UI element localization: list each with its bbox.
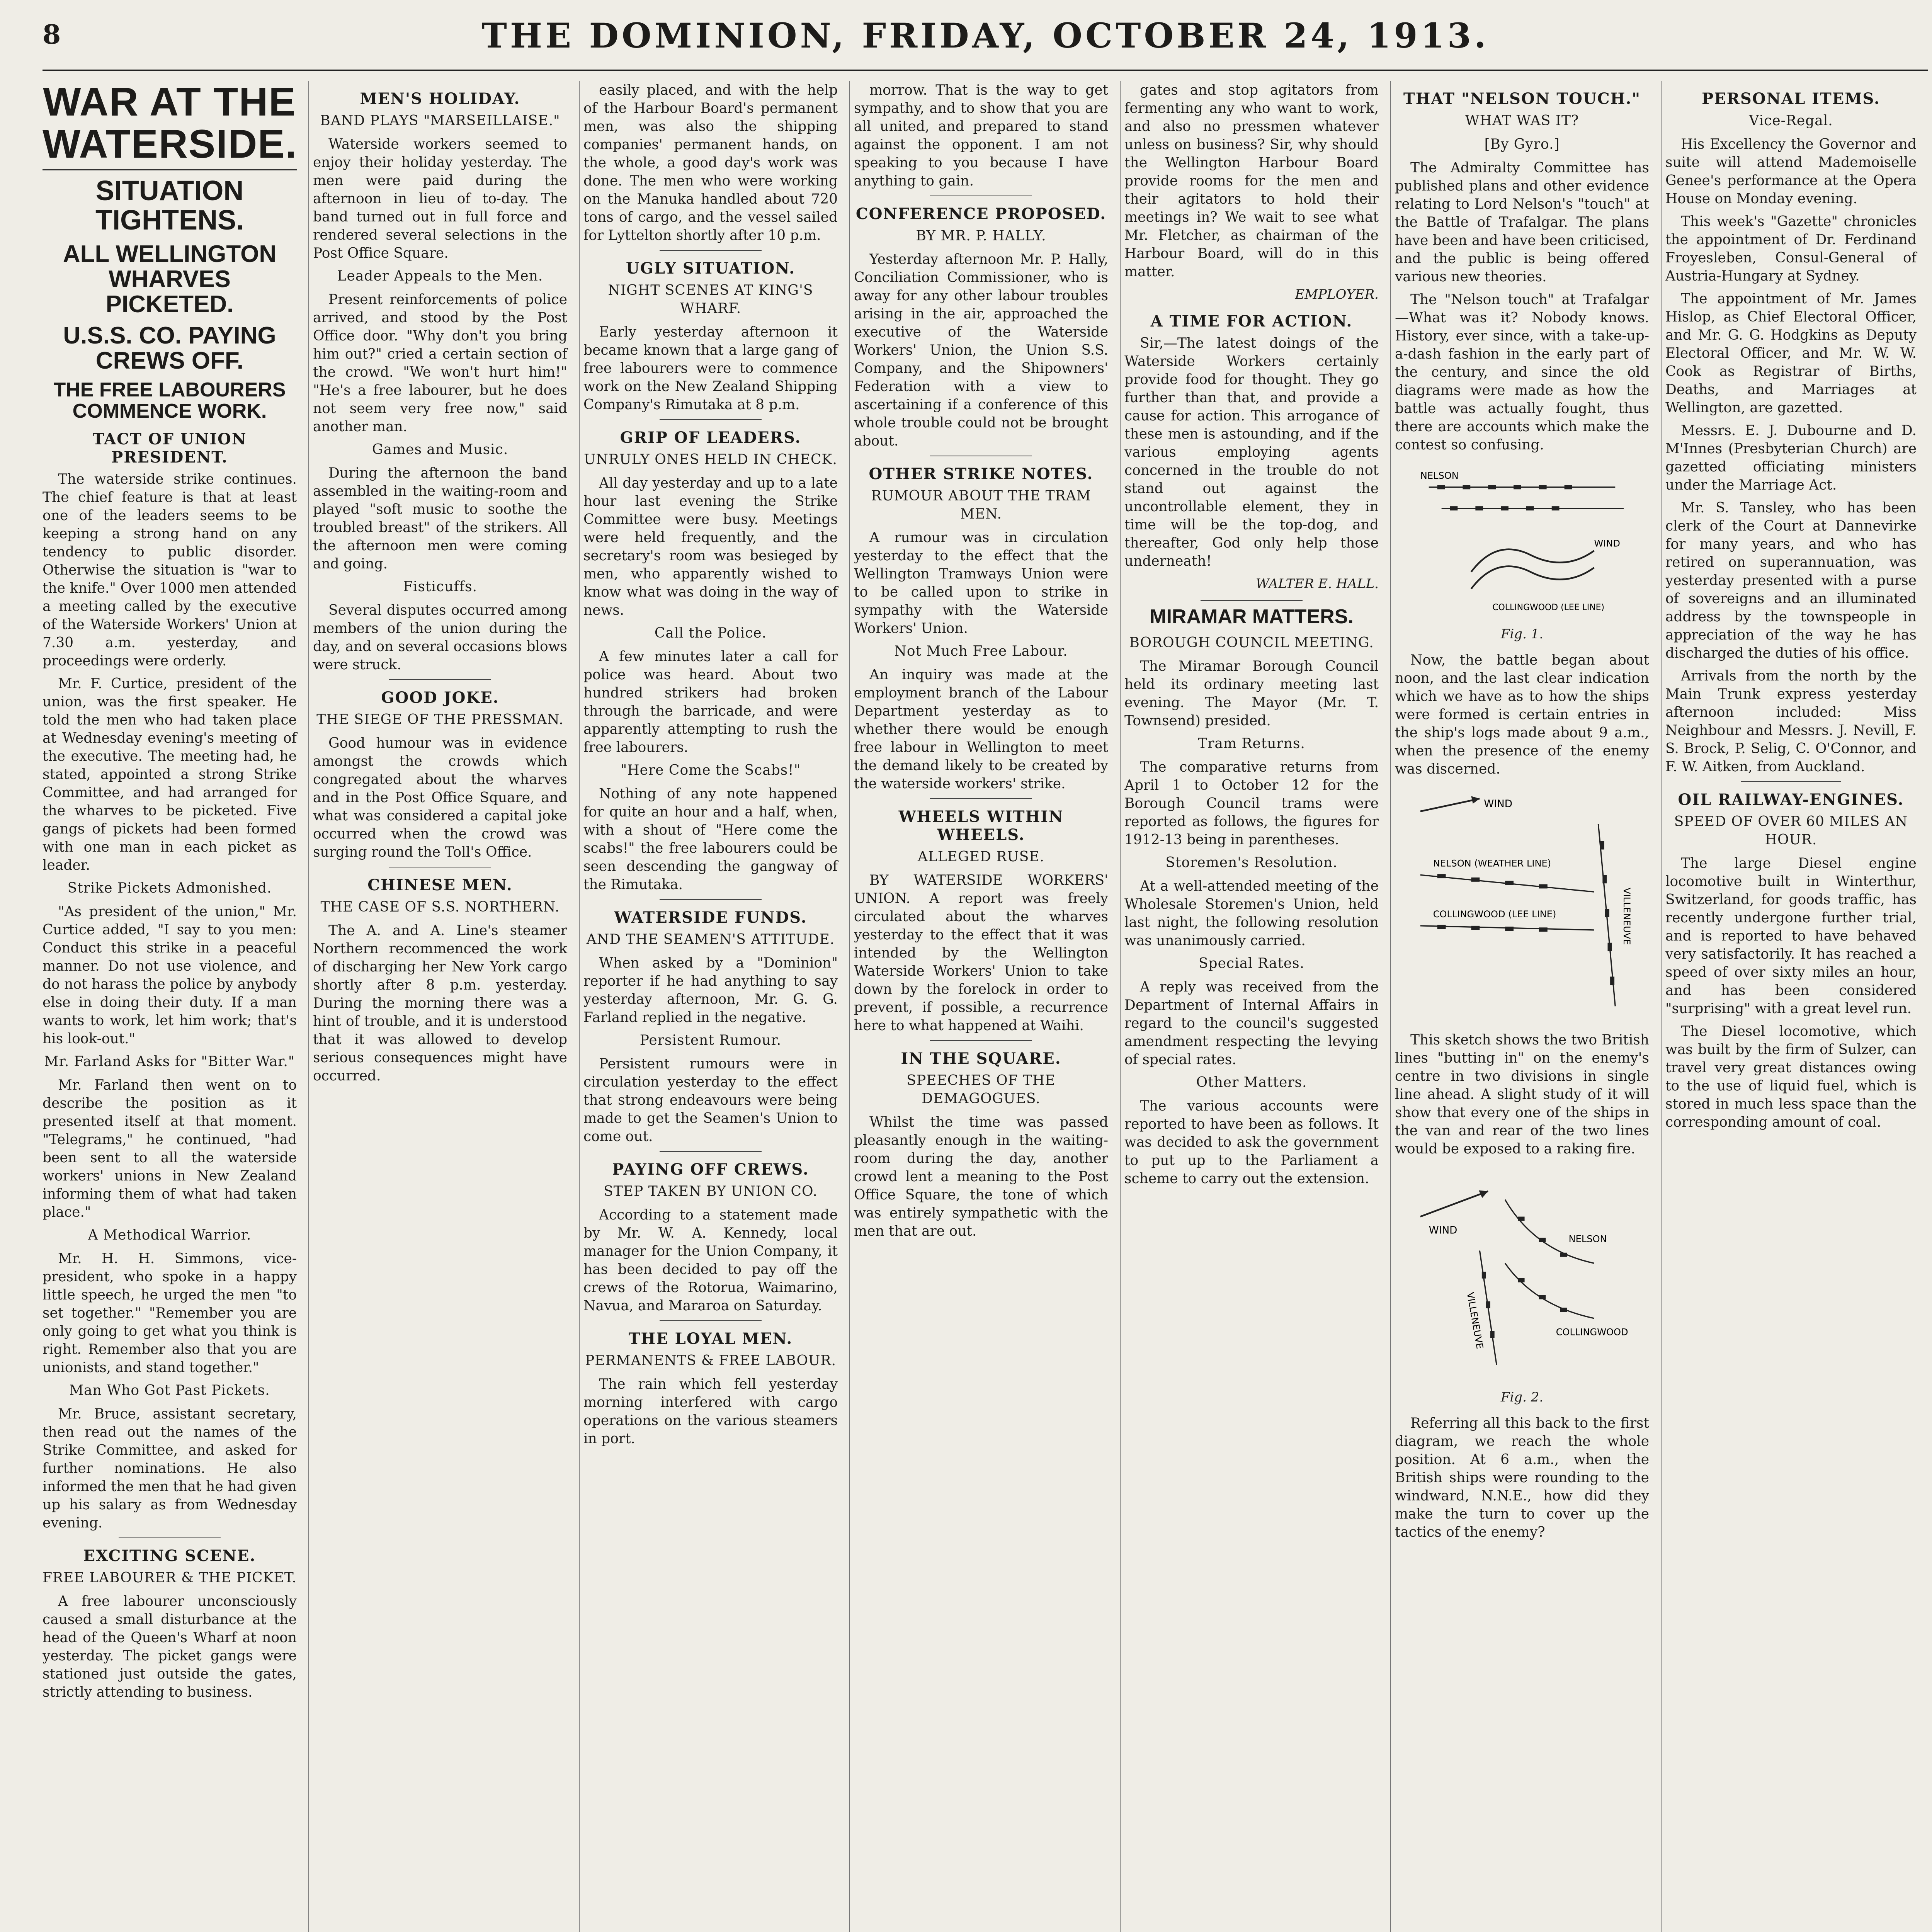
column-4	[854, 81, 1121, 1932]
subheading: Persistent Rumour.	[639, 1032, 782, 1048]
column-5	[1124, 81, 1391, 1932]
article-headline: THE LOYAL MEN.	[628, 1330, 793, 1348]
headline-deck-3: U.S.S. CO. PAYING CREWS OFF.	[63, 322, 276, 374]
article-subheadline: AND THE SEAMEN'S ATTITUDE.	[586, 932, 835, 947]
letter-signature: EMPLOYER.	[1295, 287, 1379, 302]
article-paragraph: Several disputes occurred among members of the union during the day, and on several occasions blows were struck.	[313, 602, 567, 673]
article-headline: A TIME FOR ACTION.	[1150, 312, 1353, 330]
article-paragraph: morrow. That is the way to get sympathy, and to show that you are all united, and prepared to stand against the opponent. I am not speaking to you because I have anything to gain.	[854, 82, 1108, 189]
divider	[660, 1151, 761, 1152]
headline-deck-1: SITUATION TIGHTENS.	[95, 175, 244, 236]
article-paragraph: Mr. H. H. Simmons, vice-president, who spoke in a happy little speech, he urged the men "to set together." "Remember you are only going to get what you think is right. Remember also that you are unionists, and stand together."	[43, 1251, 297, 1376]
article-paragraph: Whilst the time was passed pleasantly enough in the waiting-room during the day, another crowd lent a meaning to the Post Office Square, the tone of which was entirely sympathetic with the men that are out.	[854, 1114, 1108, 1239]
article-paragraph: Mr. Bruce, assistant secretary, then read out the names of the Strike Committee, and asked for further nominations. He also informed the men that he had given up his salary as from Wednesday evening.	[43, 1406, 297, 1531]
column-7	[1665, 81, 1928, 1932]
article-paragraph: Present reinforcements of police arrived, and stood by the Post Office door. "Why don't you bring him out?" cried a certain section of the crowd. "We won't hurt him!" "He's a free labourer, but he does not seem very free now," said another man.	[313, 292, 567, 435]
article-headline: PAYING OFF CREWS.	[612, 1160, 809, 1179]
diagram-label: COLLINGWOOD	[1556, 1327, 1628, 1338]
column-3	[583, 81, 850, 1932]
article-subheadline: ALLEGED RUSE.	[917, 849, 1045, 865]
article-paragraph: This sketch shows the two British lines "butting in" on the enemy's centre in two divisions in single line ahead. A slight study of it will show that every one of the ships in the van and rear of the two lines would be exposed to a raking fire.	[1395, 1032, 1649, 1157]
article-paragraph: The various accounts were reported to have been as follows. It was decided to ask the government to put up to the Parliament a scheme to carry out the extension.	[1124, 1098, 1379, 1187]
byline: [By Gyro.]	[1484, 136, 1560, 152]
diagram-label: WIND	[1484, 798, 1512, 810]
article-paragraph: A reply was received from the Department of Internal Affairs in regard to the council's suggested amendment respecting the levying of special rates.	[1124, 979, 1379, 1068]
article-paragraph: The large Diesel engine locomotive built in Winterthur, Switzerland, for goods traffic, has recently undergone further trial, and is reported to have behaved very satisfactorily. It has reached a speed of over sixty miles an hour, and has been considered "surprising" with a great level run.	[1665, 855, 1917, 1017]
article-paragraph: An inquiry was made at the employment branch of the Labour Department yesterday as to whether there would be enough free labour in Wellington to meet the demand likely to be created by the waterside workers' strike.	[854, 667, 1108, 792]
diagram-label: WIND	[1594, 538, 1620, 549]
main-headline: WAR AT THE WATERSIDE.	[43, 81, 297, 170]
article-subheadline: FREE LABOURER & THE PICKET.	[43, 1570, 297, 1586]
divider	[930, 798, 1032, 799]
subheading: Leader Appeals to the Men.	[337, 268, 543, 284]
article-paragraph: This week's "Gazette" chronicles the appointment of Dr. Ferdinand Froyesleben, Consul-General of Austria-Hungary at Sydney.	[1665, 214, 1917, 284]
article-headline: THAT "NELSON TOUCH."	[1403, 90, 1641, 108]
article-paragraph: The "Nelson touch" at Trafalgar—What was it? Nobody knows. History, ever since, with a take-up-a-dash fashion in the early part of the century, and since the old diagrams were made as how the battle was actually fought, thus there are accounts which make the contest so confusing.	[1395, 292, 1649, 453]
article-paragraph: easily placed, and with the help of the Harbour Board's permanent men, was also the shipping companies' permanent hands, on the whole, a good day's work was done. The men who were working on the Manuka handled about 720 tons of cargo, and the vessel sailed for Lyttelton shortly after 10 p.m.	[583, 82, 838, 243]
article-paragraph: Good humour was in evidence amongst the crowds which congregated about the wharves and in the Post Office Square, and what was considered a capital joke occurred when the crowd was surging round the Toll's Office.	[313, 735, 567, 860]
article-headline: CONFERENCE PROPOSED.	[855, 205, 1107, 223]
divider	[1201, 600, 1302, 601]
column-1	[43, 81, 309, 1932]
article-paragraph: A free labourer unconsciously caused a small disturbance at the head of the Queen's Wharf at noon yesterday. The picket gangs were stationed just outside the gates, strictly attending to business.	[43, 1594, 297, 1701]
article-subheadline: RUMOUR ABOUT THE TRAM MEN.	[871, 488, 1091, 522]
diagram-label: COLLINGWOOD (LEE LINE)	[1492, 602, 1605, 612]
subheading: Fisticuffs.	[403, 579, 477, 595]
article-subheadline: BAND PLAYS "MARSEILLAISE."	[320, 113, 560, 129]
article-headline: GRIP OF LEADERS.	[620, 429, 801, 447]
article-headline: UGLY SITUATION.	[626, 259, 796, 277]
article-headline: IN THE SQUARE.	[901, 1049, 1061, 1068]
divider	[119, 1537, 220, 1538]
article-subheadline: BOROUGH COUNCIL MEETING.	[1129, 634, 1374, 651]
article-headline: GOOD JOKE.	[381, 689, 499, 707]
article-paragraph: The appointment of Mr. James Hislop, as Chief Electoral Officer, and Mr. G. G. Hodgkins as Deputy Electoral Officer, and Mr. W. W. Cook as Registrar of Births, Deaths, and Marriages at Wellington, are gazetted.	[1665, 291, 1917, 416]
article-paragraph: All day yesterday and up to a late hour last evening the Strike Committee were busy. Meetings were held frequently, and the secretary's room was besieged by men, who apparently wished to know what was doing in the way of news.	[583, 475, 838, 618]
figure-caption: Fig. 1.	[1500, 626, 1544, 642]
headline-deck-2: ALL WELLINGTON WHARVES PICKETED.	[63, 240, 277, 318]
subheading: Vice-Regal.	[1749, 113, 1833, 129]
diagram-label: NELSON (WEATHER LINE)	[1433, 858, 1551, 869]
diagram-label: NELSON	[1420, 470, 1459, 481]
battle-diagram-2-svg	[1395, 786, 1649, 1023]
article-headline: MIRAMAR MATTERS.	[1150, 605, 1354, 628]
article-paragraph: Waterside workers seemed to enjoy their holiday yesterday. The men were paid during the afternoon in lieu of to-day. The band turned out in full force and rendered several selections in the Post Office Square.	[313, 136, 567, 261]
article-paragraph: The Miramar Borough Council held its ordinary meeting last evening. The Mayor (Mr. T. Townsend) presided.	[1124, 658, 1379, 729]
article-paragraph: Yesterday afternoon Mr. P. Hally, Conciliation Commissioner, who is away for any other labour troubles arising in the air, approached the executive of the Waterside Workers' Union, the Union S.S. Company, and the Shipowners' Federation with a view to ascertaining if a conference of this whole trouble could not be brought about.	[854, 252, 1108, 449]
article-paragraph: The A. and A. Line's steamer Northern recommenced the work of discharging her New York cargo shortly after 8 p.m. yesterday. During the morning there was a hint of trouble, and it is understood that it was allowed to develop serious consequences might have occurred.	[313, 923, 567, 1084]
article-subheadline: PERMANENTS & FREE LABOUR.	[585, 1353, 836, 1369]
subheading: Strike Pickets Admonished.	[67, 880, 272, 896]
diagram-label: WIND	[1429, 1225, 1458, 1236]
article-paragraph: Sir,—The latest doings of the Waterside Workers certainly provide food for thought. They go further than that, and provide a cause for action. This arrogance of these men is astounding, and if the various employing agents concerned in the trouble do not stand out against the uncontrollable element, they in time will be the top-dog, and thereafter, God only help those underneath!	[1124, 335, 1379, 569]
article-paragraph: During the afternoon the band assembled in the waiting-room and played "soft music to soothe the troubled breast" of the strikers. All the afternoon men were coming and going.	[313, 465, 567, 572]
article-paragraph: Messrs. E. J. Dubourne and D. M'Innes (Presbyterian Church) are gazetted officiating ministers under the Marriage Act.	[1665, 423, 1917, 493]
article-paragraph: A few minutes later a call for police was heard. About two hundred strikers had broken through the barricade, and were apparently attempting to rush the free labourers.	[583, 649, 838, 755]
subheading: Special Rates.	[1198, 955, 1305, 971]
subheading: Tram Returns.	[1198, 735, 1305, 752]
battle-diagram-2	[1395, 786, 1649, 1023]
article-subheadline: NIGHT SCENES AT KING'S WHARF.	[608, 282, 813, 316]
article-paragraph: The Diesel locomotive, which was built by the firm of Sulzer, can travel very great distances owing to the use of liquid fuel, which is stored in much less space than the corresponding amount of coal.	[1665, 1024, 1917, 1130]
article-subheadline: THE SIEGE OF THE PRESSMAN.	[316, 712, 564, 728]
newspaper-title: THE DOMINION, FRIDAY, OCTOBER 24, 1913.	[481, 15, 1489, 56]
divider	[660, 419, 761, 420]
article-headline: PERSONAL ITEMS.	[1702, 90, 1880, 108]
masthead	[43, 12, 1928, 71]
subheading: Mr. Farland Asks for "Bitter War."	[44, 1054, 295, 1070]
article-paragraph: When asked by a "Dominion" reporter if he had anything to say yesterday afternoon, Mr. G. G. Farland replied in the negative.	[583, 955, 838, 1026]
diagram-label: VILLENEUVE	[1621, 887, 1633, 945]
article-paragraph: The waterside strike continues. The chief feature is that at least one of the leaders seems to be keeping a strong hand on any tendency to public disorder. Otherwise the situation is "war to the knife." Over 1000 men attended a meeting called by the executive of the Waterside Workers' Union at 7.30 a.m. yesterday, and proceedings were orderly.	[43, 471, 297, 669]
figure-caption: Fig. 2.	[1500, 1389, 1544, 1405]
subheading: Games and Music.	[372, 442, 509, 457]
article-subheadline: THE CASE OF S.S. NORTHERN.	[320, 899, 560, 915]
subheading: "Here Come the Scabs!"	[620, 762, 801, 778]
article-subheadline: BY MR. P. HALLY.	[916, 228, 1046, 244]
battle-diagram-3-svg	[1395, 1166, 1649, 1386]
article-paragraph: At a well-attended meeting of the Wholesale Storemen's Union, held last night, the following resolution was unanimously carried.	[1124, 878, 1379, 949]
article-paragraph: The rain which fell yesterday morning interfered with cargo operations on the various steamers in port.	[583, 1376, 838, 1447]
article-paragraph: Arrivals from the north by the Main Trunk express yesterday afternoon included: Miss Neighbour and Messrs. J. Nevill, F. S. Brock, P. Selig, C. O'Connor, and F. W. Aitken, from Auckland.	[1665, 668, 1917, 775]
article-paragraph: Early yesterday afternoon it became known that a large gang of free labourers were to commence work on the New Zealand Shipping Company's Rimutaka at 8 p.m.	[583, 324, 838, 413]
article-headline: WHEELS WITHIN WHEELS.	[898, 808, 1064, 844]
diagram-label: COLLINGWOOD (LEE LINE)	[1433, 908, 1556, 920]
article-headline: CHINESE MEN.	[367, 876, 513, 894]
article-paragraph: Now, the battle began about noon, and the last clear indication which we have as to how the ships were formed is certain entries in the ship's logs made about 9 a.m., when the presence of the enemy was discerned.	[1395, 652, 1649, 777]
battle-diagram-3	[1395, 1166, 1649, 1406]
article-paragraph: Referring all this back to the first diagram, we reach the whole position. At 6 a.m., when the British ships were rounding to the windward, N.N.E., how did they make the turn to cover up the tactics of the enemy?	[1395, 1415, 1649, 1541]
article-paragraph: The comparative returns from April 1 to October 12 for the Borough Council trams were reported as follows, the figures for 1912-13 being in parentheses.	[1124, 759, 1379, 848]
subheading: Not Much Free Labour.	[894, 643, 1068, 659]
subheading: Other Matters.	[1196, 1074, 1307, 1090]
article-paragraph: According to a statement made by Mr. W. A. Kennedy, local manager for the Union Company, it has been decided to pay off the crews of the Rotorua, Waimarino, Navua, and Mararoa on Saturday.	[583, 1207, 838, 1314]
article-subheadline: SPEECHES OF THE DEMAGOGUES.	[906, 1073, 1056, 1107]
divider	[660, 250, 761, 251]
article-paragraph: The Admiralty Committee has published plans and other evidence relating to Lord Nelson's "touch" at the Battle of Trafalgar. The plans have been and have been criticised, and the public is being offered various new theories.	[1395, 160, 1649, 285]
article-subheadline: SPEED OF OVER 60 MILES AN HOUR.	[1674, 814, 1908, 848]
divider	[930, 1040, 1032, 1041]
divider	[1741, 781, 1841, 782]
divider	[389, 679, 491, 680]
article-paragraph: Mr. F. Curtice, president of the union, was the first speaker. He told the men who had taken place at Wednesday evening's meeting of the executive. The meeting had, he stated, appointed a strong Strike Committee, and had arranged for the wharves to be picketed. Five gangs of pickets had been formed with one man in each picket as leader.	[43, 676, 297, 874]
letter-signature: WALTER E. HALL.	[1255, 576, 1379, 592]
article-paragraph: Mr. S. Tansley, who has been clerk of the Court at Dannevirke for many years, and who has retired on superannuation, was yesterday presented with a purse of sovereigns and an illuminated address by the townspeople in appreciation of the way he has discharged the duties of his office.	[1665, 500, 1917, 661]
article-headline: OTHER STRIKE NOTES.	[869, 465, 1094, 483]
article-paragraph: BY WATERSIDE WORKERS' UNION. A report was freely circulated about the wharves yesterday to the effect that it was intended by the Wellington Waterside Workers' Union to take down by the forelock in order to prevent, if possible, a recurrence here to what happened at Waihi.	[854, 872, 1108, 1034]
battle-diagram-1	[1395, 462, 1649, 643]
diagram-label: VILLENEUVE	[1464, 1291, 1485, 1350]
divider	[660, 899, 761, 900]
article-subheadline: UNRULY ONES HELD IN CHECK.	[584, 452, 837, 468]
article-headline: WATERSIDE FUNDS.	[614, 908, 807, 927]
article-subheadline: WHAT WAS IT?	[1465, 113, 1579, 129]
article-subheadline: STEP TAKEN BY UNION CO.	[604, 1184, 818, 1199]
subheading: Call the Police.	[654, 625, 767, 641]
article-paragraph: "As president of the union," Mr. Curtice added, "I say to you men: Conduct this strike in a peaceful manner. Do not use violence, and do not harass the police by anybody else in doing their duty. If a man wants to work, let him work; that's his look-out."	[43, 904, 297, 1047]
article-headline: EXCITING SCENE.	[83, 1547, 256, 1565]
article-headline: MEN'S HOLIDAY.	[360, 90, 520, 108]
headline-deck-4: THE FREE LABOURERS COMMENCE WORK.	[53, 379, 286, 422]
article-paragraph: Persistent rumours were in circulation yesterday to the effect that strong endeavours were being made to get the Seamen's Union to come out.	[583, 1056, 838, 1145]
article-paragraph: Nothing of any note happened for quite an hour and a half, when, with a shout of "Here come the scabs!" the free labourers could be seen descending the gangway of the Rimutaka.	[583, 786, 838, 893]
column-6	[1395, 81, 1662, 1932]
divider	[660, 1320, 761, 1321]
article-paragraph: A rumour was in circulation yesterday to the effect that the Wellington Tramways Union were to be called upon to strike in sympathy with the Waterside Workers' Union.	[854, 530, 1108, 636]
article-paragraph: Mr. Farland then went on to describe the position as it presented itself at that moment. "Telegrams," he continued, "had been sent to all the waterside workers' unions in New Zealand informing them of what had taken place."	[43, 1077, 297, 1221]
article-paragraph: His Excellency the Governor and suite will attend Mademoiselle Genee's performance at the Opera House on Monday evening.	[1665, 136, 1917, 207]
column-2	[313, 81, 580, 1932]
battle-diagram-1-svg	[1395, 462, 1649, 623]
headline-deck-5: TACT OF UNION PRESIDENT.	[92, 430, 247, 467]
subheading: Man Who Got Past Pickets.	[69, 1383, 270, 1399]
diagram-label: NELSON	[1568, 1233, 1607, 1245]
subheading: A Methodical Warrior.	[88, 1227, 252, 1243]
page-number: 8	[43, 19, 61, 50]
subheading: Storemen's Resolution.	[1165, 854, 1338, 871]
page-columns	[43, 81, 1928, 1932]
article-headline: OIL RAILWAY-ENGINES.	[1678, 791, 1904, 809]
article-paragraph: gates and stop agitators from fermenting any who want to work, and also no pressmen whatever unless on business? Sir, why should the Wellington Harbour Board provide rooms for the men and their agitators to hold their meetings in? We wait to see what Mr. Fletcher, as chairman of the Harbour Board, will do in this matter.	[1124, 82, 1379, 280]
